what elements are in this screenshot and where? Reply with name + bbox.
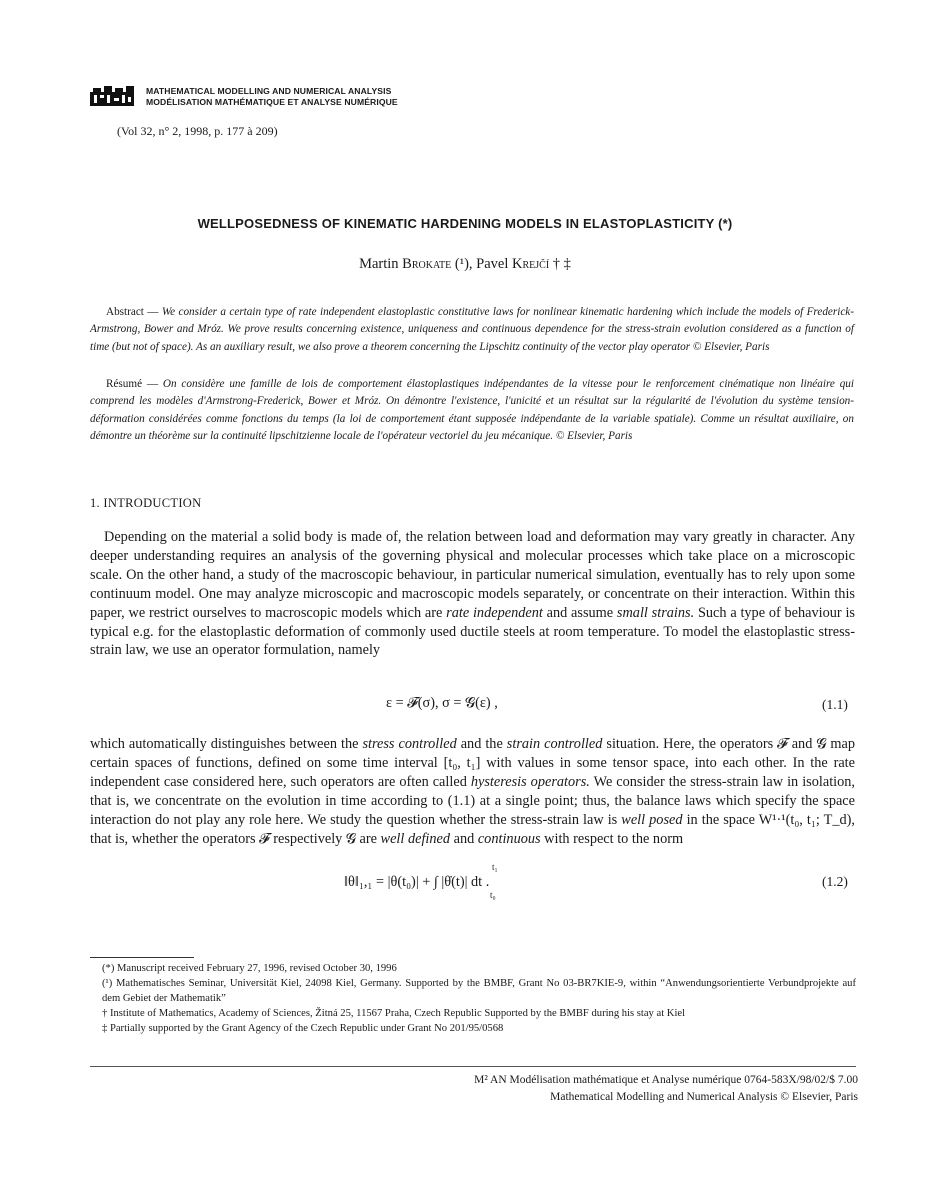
journal-footer bbox=[380, 1072, 858, 1105]
text-run: and assume bbox=[542, 604, 617, 621]
journal-name-en: MATHEMATICAL MODELLING AND NUMERICAL ANALYSIS bbox=[146, 86, 392, 96]
author-1-given: Martin bbox=[359, 256, 399, 272]
footnote: (¹) Mathematisches Seminar, Universität Kiel, 24098 Kiel, Germany. Supported by the BMBF, Grant No 03-BR7KIE-9, within “Anwendungsorientierte Verbundprojekte auf dem Gebiet der Mathematik” bbox=[102, 978, 856, 1004]
equation-number-1-1: (1.1) bbox=[822, 697, 848, 712]
resume-label: Résumé — bbox=[106, 378, 163, 390]
footnote: (*) Manuscript received February 27, 1996, revised October 30, 1996 bbox=[102, 963, 397, 974]
emphasis: continuous bbox=[477, 830, 541, 847]
text-run: and the bbox=[456, 736, 507, 752]
abstract-label: Abstract — bbox=[106, 306, 162, 318]
footnote: † Institute of Mathematics, Academy of Sciences, Žitná 25, 11567 Praha, Czech Republic Supported by the BMBF during his stay at Kiel bbox=[102, 1008, 686, 1019]
abstract bbox=[90, 304, 854, 356]
text-run: and bbox=[450, 830, 478, 847]
resume-text: On considère une famille de lois de comportement élastoplastiques indépendantes de la vitesse pour le renforcement cinématique non linéaire qui comprend les modèles d'Armstrong-Frederick, Bower et Mróz. On démontre l'existence, l'unicité et un résultat sur la régularité de l'évolution du système tension-déformation considérées comme fonctions du temps (la loi de comportement étant supposée indépendante de la variable spatiale). Comme un résultat auxiliaire, on démontre un théorème sur la continuité lipschitzienne locale de l'opérateur vectoriel du jeu mécanique. © Elsevier, Paris bbox=[90, 378, 854, 442]
author-2-mark: † ‡ bbox=[552, 256, 571, 272]
integral-upper-limit: t₁ bbox=[492, 862, 498, 872]
volume-info: (Vol 32, n° 2, 1998, p. 177 à 209) bbox=[117, 124, 278, 138]
text-run: with respect to the norm bbox=[540, 830, 684, 847]
equation-1-2 bbox=[344, 862, 498, 900]
footnote-rule bbox=[90, 957, 194, 958]
integral-lower-limit: t₀ bbox=[490, 890, 496, 900]
journal-name bbox=[146, 86, 398, 107]
text-run: situation. Here, the operators 𝓕 and 𝓖 map certain spaces of functions, defined on some time interval [t₀, t₁] with values in some tensor space, into each other. In the rate independent case considered here, such operators are often called bbox=[90, 736, 855, 790]
abstract-text: We consider a certain type of rate independent elastoplastic constitutive laws for nonlinear kinematic hardening which include the models of Frederick-Armstrong, Bower and Mróz. We prove results concerning existence, uniqueness and continuous dependence for the stress-strain evolution considered as a function of time (but not of space). As an auxiliary result, we also prove a theorem concerning the Lipschitz continuity of the vector play operator © Elsevier, Paris bbox=[90, 306, 855, 353]
resume bbox=[90, 376, 854, 445]
text-run: in the space W¹·¹(t₀, t₁; T_d), that is, whether the operators 𝓕 respectively 𝓖 are bbox=[90, 811, 855, 847]
journal-footer-line-2: Mathematical Modelling and Numerical Analysis © Elsevier, Paris bbox=[550, 1090, 858, 1103]
author-line bbox=[0, 256, 930, 273]
emphasis: well posed bbox=[621, 811, 683, 828]
paper-title: WELLPOSEDNESS OF KINEMATIC HARDENING MODELS IN ELASTOPLASTICITY (*) bbox=[197, 216, 733, 231]
author-1-mark: (¹), bbox=[454, 256, 473, 272]
emphasis: small strains. bbox=[616, 604, 695, 621]
equation-1-2-body: ‖θ‖₁,₁ = |θ(t₀)| + ∫ |θ̇(t)| dt . bbox=[344, 874, 490, 890]
journal-logo bbox=[90, 86, 134, 106]
author-2-given: Pavel bbox=[476, 256, 509, 272]
journal-name-fr: MODÉLISATION MATHÉMATIQUE ET ANALYSE NUMÉRIQUE bbox=[146, 96, 398, 107]
equation-number-1-2: (1.2) bbox=[822, 874, 848, 889]
emphasis: hysteresis operators. bbox=[470, 773, 590, 790]
text-run: which automatically distinguishes between the bbox=[90, 736, 363, 752]
emphasis: strain controlled bbox=[506, 736, 603, 752]
author-2-family: Krejčí bbox=[512, 256, 550, 272]
footnotes bbox=[90, 961, 856, 1036]
footnote: ‡ Partially supported by the Grant Agency of the Czech Republic under Grant No 201/95/0568 bbox=[102, 1023, 504, 1034]
text-run: Such a type of behaviour is typical e.g. for the elastoplastic deformation of commonly used ductile steels at room temperature. To model the elastoplastic stress-strain law, we use an operator formulation, namely bbox=[90, 604, 855, 659]
emphasis: rate independent bbox=[446, 604, 543, 621]
intro-paragraph-2 bbox=[90, 735, 855, 848]
journal-footer-line-1: M² AN Modélisation mathématique et Analyse numérique 0764-583X/98/02/$ 7.00 bbox=[474, 1074, 858, 1086]
author-1-family: Brokate bbox=[402, 256, 452, 272]
bottom-rule bbox=[90, 1066, 856, 1067]
section-heading: 1. INTRODUCTION bbox=[90, 496, 202, 510]
text-run: We consider the stress-strain law in isolation, that is, we concentrate on the evolution in time according to (1.1) at a single point; thus, the balance laws which specify the space interaction do not play any role here. We study the question whether the stress-strain law is bbox=[90, 773, 856, 828]
intro-paragraph-1 bbox=[90, 528, 855, 660]
emphasis: well defined bbox=[380, 830, 451, 847]
text-run: Depending on the material a solid body is made of, the relation between load and deformation may vary greatly in character. Any deeper understanding requires an analysis of the governing physical and molecular processes which take place on a microscopic scale. On the other hand, a study of the macroscopic behaviour, in particular numerical simulation, eventually has to rely upon some continuum model. One may analyze microscopic and macroscopic models separately, or concentrate on their interaction. Within this paper, we restrict ourselves to macroscopic models which are bbox=[90, 529, 855, 621]
equation-1-1: ε = 𝓕(σ), σ = 𝓖(ε) , bbox=[386, 695, 498, 711]
emphasis: stress controlled bbox=[362, 736, 457, 752]
